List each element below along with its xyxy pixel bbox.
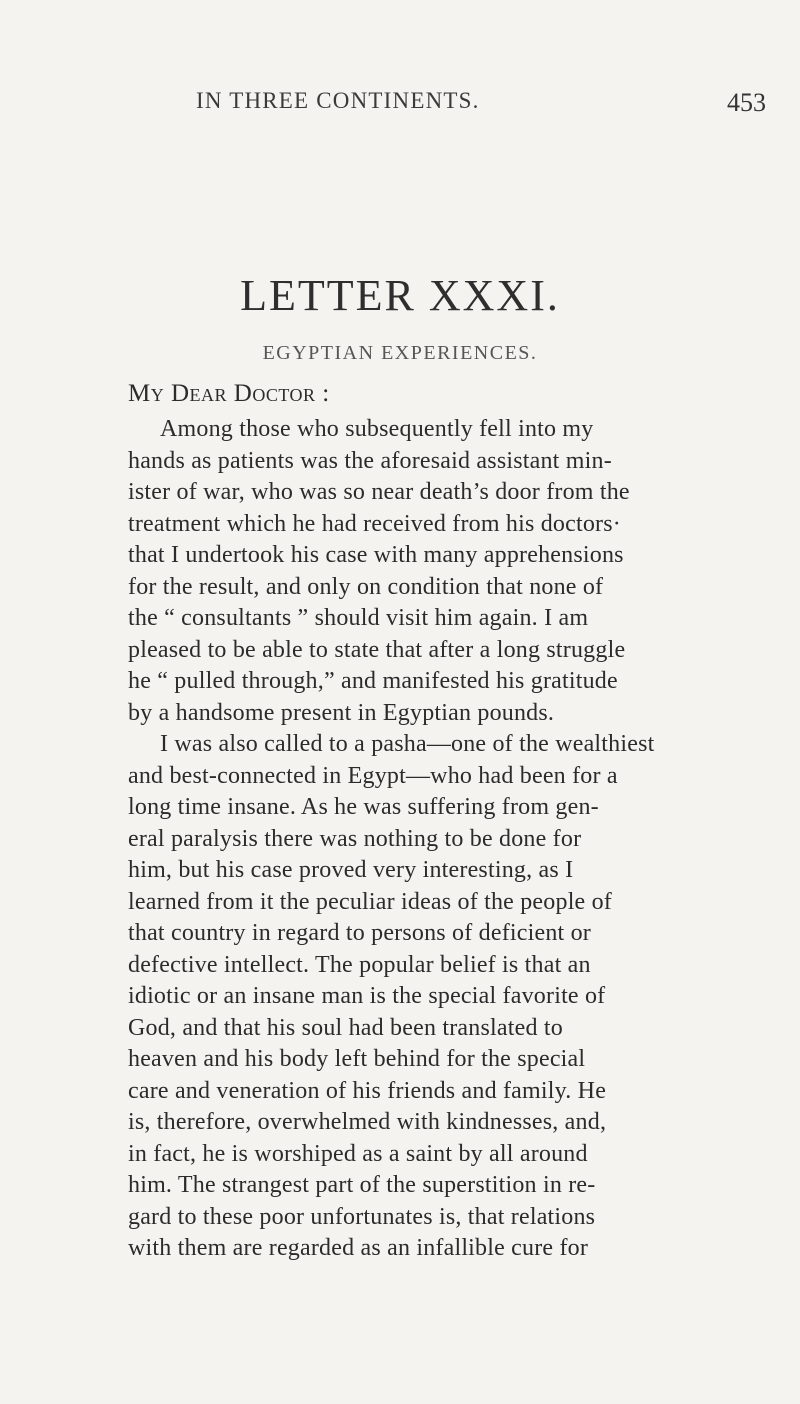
text-line: idiotic or an insane man is the special favorite of <box>128 983 606 1009</box>
text-line: and best-connected in Egypt—who had been for a <box>128 762 618 789</box>
text-line: him. The strangest part of the superstition in re- <box>128 1172 596 1198</box>
text-line: pleased to be able to state that after a long struggle <box>128 636 626 663</box>
letter-body <box>128 414 800 1265</box>
text-line: with them are regarded as an infallible cure for <box>128 1235 589 1261</box>
text-line: eral paralysis there was nothing to be done for <box>128 825 582 852</box>
text-line: in fact, he is worshiped as a saint by all around <box>128 1140 588 1167</box>
letter-title: LETTER XXXI. <box>240 271 560 320</box>
text-line: long time insane. As he was suffering from gen- <box>128 794 599 820</box>
text-line: gard to these poor unfortunates is, that relations <box>128 1203 596 1230</box>
text-line: learned from it the peculiar ideas of the people of <box>128 888 613 915</box>
text-line: treatment which he had received from his doctors· <box>128 510 621 537</box>
text-line: the “ consultants ” should visit him again. I am <box>128 605 589 631</box>
text-line: he “ pulled through,” and manifested his gratitude <box>128 668 618 694</box>
text-line: him, but his case proved very interesting, as I <box>128 857 574 883</box>
page-number: 453 <box>727 88 766 117</box>
text-line: that country in regard to persons of deficient or <box>128 920 591 946</box>
running-title: IN THREE CONTINENTS. <box>196 88 480 113</box>
text-line: by a handsome present in Egyptian pounds. <box>128 699 555 726</box>
salutation: My Dear Doctor : <box>128 380 330 407</box>
text-line: for the result, and only on condition that none of <box>128 573 604 600</box>
text-line: heaven and his body left behind for the special <box>128 1046 586 1072</box>
text-line: ister of war, who was so near death’s door from the <box>128 479 630 505</box>
running-head <box>196 88 766 118</box>
letter-subtitle: EGYPTIAN EXPERIENCES. <box>262 342 538 364</box>
text-line: I was also called to a pasha—one of the wealthiest <box>160 731 655 757</box>
text-line: that I undertook his case with many apprehensions <box>128 542 624 568</box>
text-line: Among those who subsequently fell into my <box>160 416 594 442</box>
text-line: hands as patients was the aforesaid assistant min- <box>128 447 612 474</box>
text-line: defective intellect. The popular belief is that an <box>128 951 591 978</box>
text-line: care and veneration of his friends and family. He <box>128 1077 607 1104</box>
text-line: God, and that his soul had been translated to <box>128 1014 563 1041</box>
text-line: is, therefore, overwhelmed with kindnesses, and, <box>128 1109 607 1135</box>
